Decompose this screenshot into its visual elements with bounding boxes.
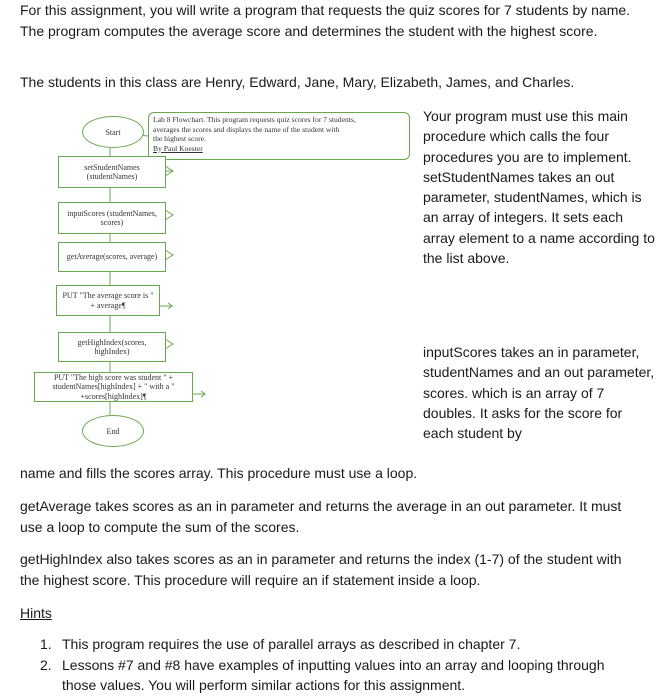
end-oval: End bbox=[82, 415, 144, 447]
hints-heading: Hints bbox=[20, 605, 52, 621]
get-high-index-paragraph: getHighIndex also takes scores as an in parameter and returns the index (1-7) of the student with the highest score. This procedure will require an if statement inside a loop. bbox=[20, 551, 622, 588]
input-scores-paragraph: inputScores takes an in parameter, studentNames and an out parameter, scores. which is an array of 7 doubles. It asks for the score for each student by bbox=[423, 344, 655, 442]
input-scores-box: inputScores (studentNames, scores) bbox=[58, 202, 166, 234]
start-oval: Start bbox=[82, 116, 144, 148]
put-high-score-box: PUT "The high score was student " + studentNames[highIndex] + " with a " +scores[highIndex]¶ bbox=[34, 372, 193, 402]
flowchart bbox=[30, 110, 410, 470]
intro-paragraph: For this assignment, you will write a program that requests the quiz scores for 7 students by name. The program computes the average score and determines the student with the highest score. bbox=[20, 2, 631, 39]
get-average-paragraph: getAverage takes scores as an in parameter and returns the average in an out parameter. It must use a loop to compute the sum of the scores. bbox=[20, 498, 622, 535]
main-procedure-paragraph: Your program must use this main procedure which calls the four procedures you are to implement. setStudentNames takes an out parameter, studentNames, which is an array of integers. It sets each array element to a name according to the list above. bbox=[423, 108, 655, 267]
input-scores-continued: name and fills the scores array. This procedure must use a loop. bbox=[20, 465, 418, 481]
get-average-box: getAverage(scores, average) bbox=[58, 242, 166, 272]
get-high-index-box: getHighIndex(scores, highIndex) bbox=[58, 332, 166, 362]
students-paragraph: The students in this class are Henry, Edward, Jane, Mary, Elizabeth, James, and Charles. bbox=[20, 74, 575, 90]
put-average-box: PUT "The average score is " + average¶ bbox=[56, 285, 160, 316]
set-student-names-box: setStudentNames (studentNames) bbox=[58, 156, 166, 188]
flowchart-comment: Lab 8 Flowchart. This program requests quiz scores for 7 students, averages the scores and displays the name of the student with the highest score. By Paul Koester bbox=[148, 112, 410, 160]
